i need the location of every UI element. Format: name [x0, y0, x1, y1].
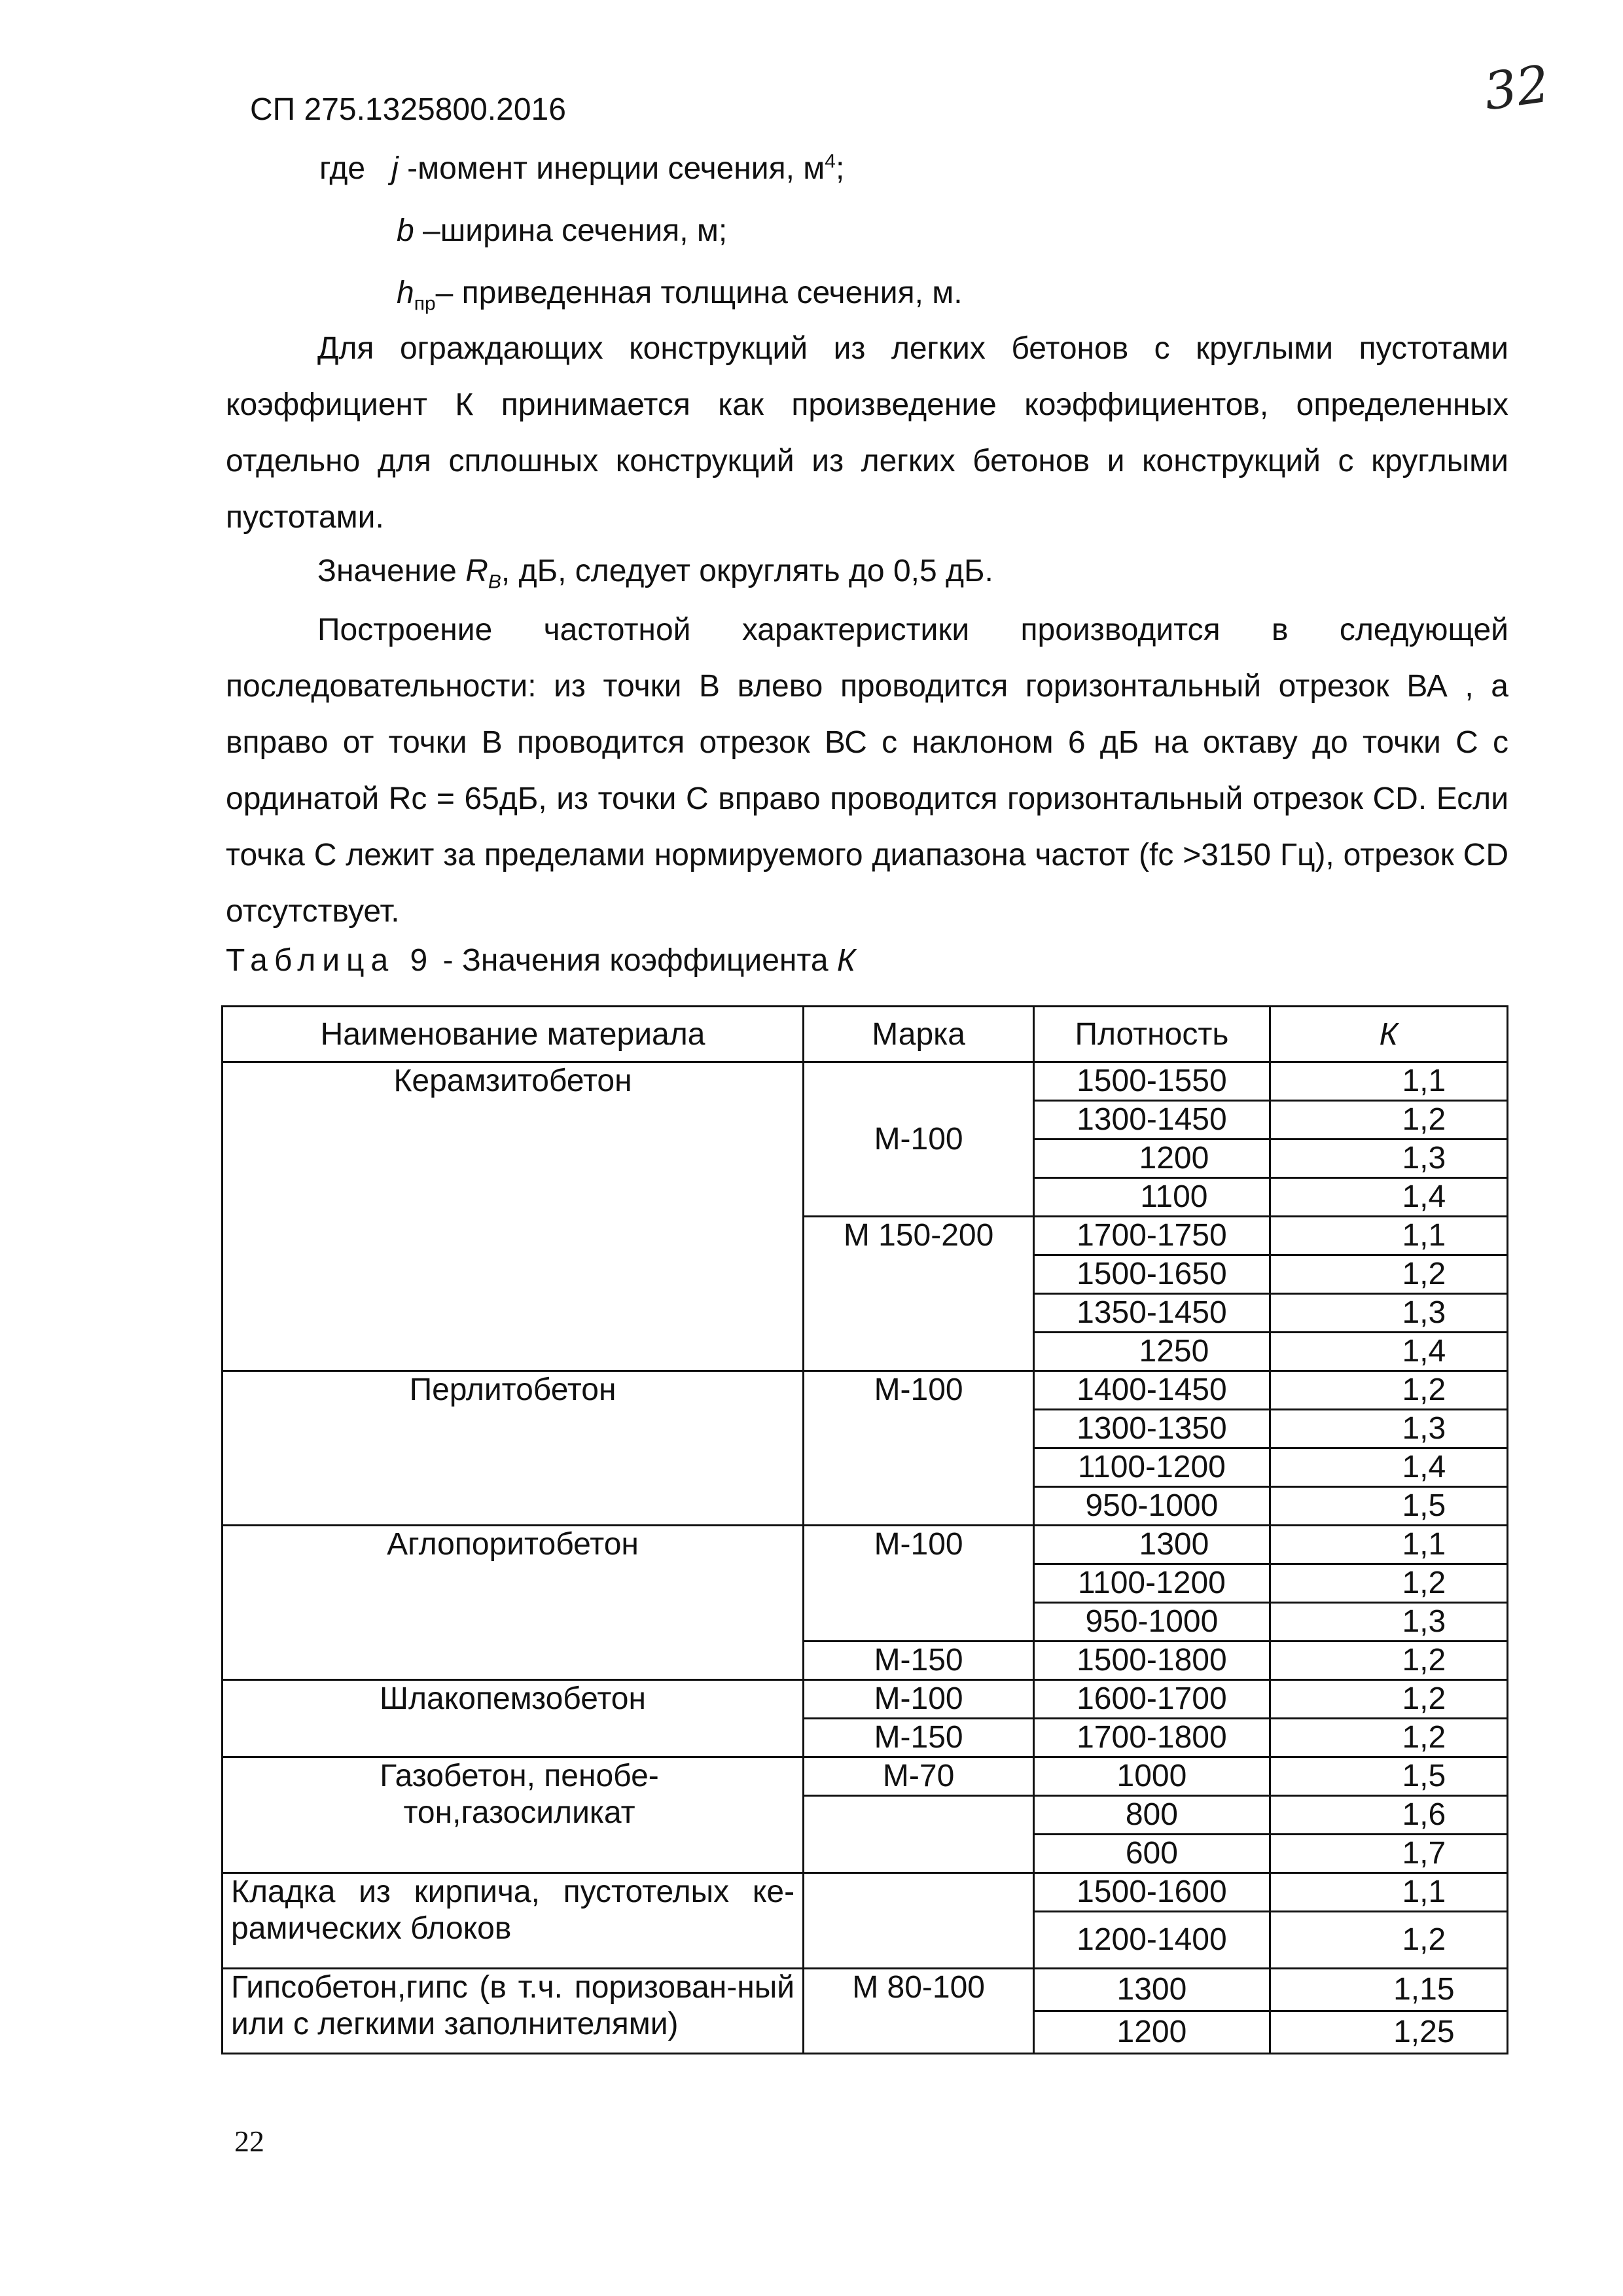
- table-header-row: [223, 1007, 1508, 1062]
- k-cell: 1,2: [1270, 1371, 1507, 1410]
- density-cell: 1300-1350: [1034, 1410, 1270, 1448]
- material-cell: Гипсобетон,гипс (в т.ч. поризован-ный или с легкими заполнителями): [223, 1969, 804, 2054]
- table-row: [223, 1969, 1508, 2011]
- k-cell: 1,25: [1270, 2011, 1507, 2054]
- paragraph-rounding: Значение $R_В$, дБ, следует округлять до 0,5 дБ.: [317, 554, 993, 593]
- density-cell: 1300-1450: [1034, 1101, 1270, 1139]
- k-cell: 1,1: [1270, 1062, 1507, 1101]
- brand-cell: М-100: [804, 1371, 1034, 1526]
- density-cell: 1200: [1034, 2011, 1270, 2054]
- density-cell: 1300: [1034, 1969, 1270, 2011]
- k-cell: 1,1: [1270, 1217, 1507, 1255]
- brand-cell: М-70: [804, 1757, 1034, 1796]
- density-cell: 1300: [1034, 1526, 1270, 1564]
- k-cell: 1,2: [1270, 1680, 1507, 1719]
- header-k: К: [1270, 1007, 1507, 1062]
- k-cell: 1,2: [1270, 1912, 1507, 1969]
- material-cell: Кладка из кирпича, пустотелых ке-рамических блоков: [223, 1873, 804, 1969]
- table-row: [223, 1371, 1508, 1410]
- paragraph-frequency-characteristic: Построение частотной характеристики производится в следующей последовательности: из точки В влево проводится горизонтальный отрезок ВА , а вправо от точки В проводится отрезок ВС с наклоном 6 дБ на октаву до точки С с ординатой Rc = 65дБ, из точки С вправо проводится горизонтальный отрезок CD. Если точка С лежит за пределами нормируемого диапазона частот (fc >3150 Гц), отрезок CD отсутствует.: [226, 613, 1508, 929]
- coefficient-table: [221, 1005, 1508, 2054]
- brand-cell: М-150: [804, 1641, 1034, 1680]
- k-cell: 1,3: [1270, 1410, 1507, 1448]
- density-cell: 1500-1800: [1034, 1641, 1270, 1680]
- brand-cell: М 150-200: [804, 1217, 1034, 1371]
- density-cell: 950-1000: [1034, 1487, 1270, 1526]
- definition-j: где j -момент инерции сечения, $м^4$;: [319, 151, 845, 186]
- brand-cell: М-100: [804, 1062, 1034, 1217]
- k-cell: 1,5: [1270, 1487, 1507, 1526]
- paragraph-light-concrete: Для ограждающих конструкций из легких бетонов с круглыми пустотами коэффициент К принимается как произведение коэффициентов, определенных отдельно для сплошных конструкций из легких бетонов и конструкций с круглыми пустотами.: [226, 331, 1508, 535]
- density-cell: 1250: [1034, 1333, 1270, 1371]
- material-cell: Аглопоритобетон: [223, 1526, 804, 1680]
- density-cell: 1100: [1034, 1178, 1270, 1217]
- k-cell: 1,1: [1270, 1526, 1507, 1564]
- document-code: СП 275.1325800.2016: [250, 92, 566, 127]
- table-row: [223, 1526, 1508, 1564]
- table-row: [223, 1062, 1508, 1101]
- density-cell: 1350-1450: [1034, 1294, 1270, 1333]
- density-cell: 1100-1200: [1034, 1448, 1270, 1487]
- brand-cell: [804, 1873, 1034, 1969]
- k-cell: 1,3: [1270, 1139, 1507, 1178]
- k-cell: 1,4: [1270, 1178, 1507, 1217]
- k-cell: 1,6: [1270, 1796, 1507, 1835]
- density-cell: 950-1000: [1034, 1603, 1270, 1641]
- k-cell: 1,3: [1270, 1294, 1507, 1333]
- density-cell: 1100-1200: [1034, 1564, 1270, 1603]
- k-cell: 1,3: [1270, 1603, 1507, 1641]
- definition-h: $h_{пр}-$ приведенная толщина сечения, м.: [397, 276, 963, 315]
- brand-cell: М-150: [804, 1719, 1034, 1757]
- page-number: 22: [234, 2125, 264, 2158]
- table-caption: Таблица 9 - Значения коэффициента К: [226, 943, 856, 978]
- density-cell: 800: [1034, 1796, 1270, 1835]
- density-cell: 1500-1600: [1034, 1873, 1270, 1912]
- k-cell: 1,4: [1270, 1333, 1507, 1371]
- density-cell: 1500-1550: [1034, 1062, 1270, 1101]
- density-cell: 1000: [1034, 1757, 1270, 1796]
- density-cell: 600: [1034, 1835, 1270, 1873]
- brand-cell: М-100: [804, 1526, 1034, 1641]
- handwritten-page-number: 32: [1480, 54, 1554, 122]
- density-cell: 1600-1700: [1034, 1680, 1270, 1719]
- density-cell: 1700-1750: [1034, 1217, 1270, 1255]
- definition-b: b –ширина сечения, м;: [397, 213, 728, 248]
- material-cell: Газобетон, пенобе-тон,газосиликат: [223, 1757, 804, 1873]
- density-cell: 1700-1800: [1034, 1719, 1270, 1757]
- density-cell: 1500-1650: [1034, 1255, 1270, 1294]
- k-cell: 1,2: [1270, 1564, 1507, 1603]
- k-cell: 1,7: [1270, 1835, 1507, 1873]
- k-cell: 1,2: [1270, 1101, 1507, 1139]
- k-cell: 1,5: [1270, 1757, 1507, 1796]
- table-row: [223, 1873, 1508, 1912]
- k-cell: 1,4: [1270, 1448, 1507, 1487]
- density-cell: 1200-1400: [1034, 1912, 1270, 1969]
- k-cell: 1,1: [1270, 1873, 1507, 1912]
- header-brand: Марка: [804, 1007, 1034, 1062]
- density-cell: 1200: [1034, 1139, 1270, 1178]
- k-cell: 1,2: [1270, 1641, 1507, 1680]
- k-cell: 1,2: [1270, 1719, 1507, 1757]
- k-cell: 1,15: [1270, 1969, 1507, 2011]
- brand-cell: М-100: [804, 1680, 1034, 1719]
- table-row: [223, 1680, 1508, 1719]
- table-row: [223, 1757, 1508, 1796]
- density-cell: 1400-1450: [1034, 1371, 1270, 1410]
- brand-cell: М 80-100: [804, 1969, 1034, 2054]
- brand-cell: [804, 1796, 1034, 1873]
- material-cell: Перлитобетон: [223, 1371, 804, 1526]
- header-material: Наименование материала: [223, 1007, 804, 1062]
- header-density: Плотность: [1034, 1007, 1270, 1062]
- material-cell: Керамзитобетон: [223, 1062, 804, 1371]
- k-cell: 1,2: [1270, 1255, 1507, 1294]
- material-cell: Шлакопемзобетон: [223, 1680, 804, 1757]
